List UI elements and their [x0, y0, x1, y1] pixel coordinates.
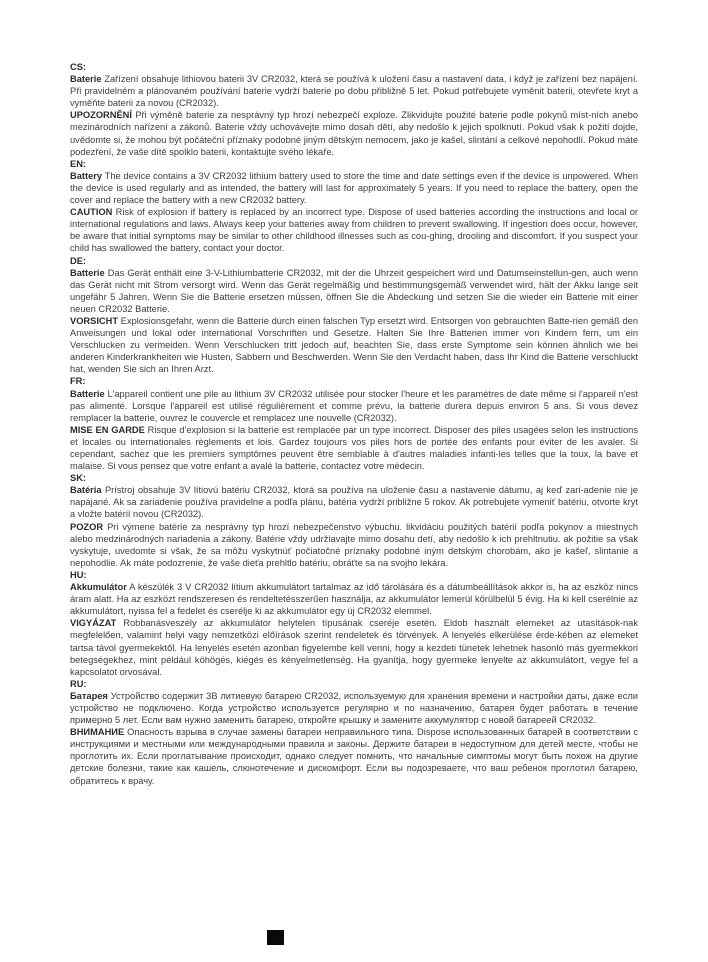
battery-paragraph-de	[70, 267, 638, 315]
paragraph-body: A készülék 3 V CR2032 lítium akkumulátort tartalmaz az idő tárolására és a dátumbeállítások akkor is, ha az eszköz nincs áram alatt. Ha az eszközt rendszeresen és rendeltetésszerűen használja, az akkumulátor lemerül körülbelül 5 évig. Ha ki kell cserélnie az akkumulátort, nyissa fel a fedelet és cserélje ki az akkumulátor egy új CR2032 elemmel.	[70, 582, 638, 617]
paragraph-body: Pri výmene batérie za nesprávny typ hrozí nebezpečenstvo výbuchu. likvidáciu použitých batérií podľa pokynov a miestnych alebo medzinárodných nariadenia a zákony. Batérie vždy udržiavajte mimo dosahu detí, aby nedošlo k ich prehltnutiu. ak požitie sa však vyskytuje, uvedomte si však, že sa môžu vyskytnúť počiatočné príznaky podobné iným detským chorobám, ako je kašeľ, slintanie a nepohodlie. Ak máte podozrenie, že vaše dieťa prehltlo batériu, obráťte sa na svojho lekára.	[70, 521, 638, 568]
paragraph-body: Robbanásveszély az akkumulátor helytelen típusának cseréje esetén. Eldob használt elemeket az utasítások-nak megfelelően, valamint helyi vagy nemzetközi előírások szerint rendeletek és törvények. A lenyelés elkerülése érde-kében az elemeket tartsa távol gyermekektől. Ha lenyelés esetén azonban figyelembe kell venni, hogy a kezdeti tünetek lehetnek hasonló más gyermekkori betegségekhez, mint például köhögés, kiégés és kényelmetlenség. Ha gyanítja, hogy gyermeke lenyelte az akkumulátort, vegye fel a kapcsolatot orvosával.	[70, 618, 638, 677]
language-label-fr: FR:	[70, 376, 86, 387]
battery-paragraph-fr	[70, 388, 638, 424]
paragraph-body: Das Gerät enthält eine 3-V-Lithiumbatterie CR2032, mit der die Uhrzeit gespeichert wird und Datumseinstellun-gen, auch wenn das Gerät nicht mit Strom versorgt wird. Wenn das Gerät regelmäßig und bestimmungsgemäß verwendet wird, hält der Akku lange seit ungefähr 5 Jahren. Wenn Sie die Batterie ersetzen müssen, öffnen Sie die Abdeckung und setzen Sie die wieder ein Batterie mit einer neuen CR2032 Batterie.	[70, 267, 638, 314]
paragraph-lead: CAUTION	[70, 207, 113, 218]
paragraph-lead: Battery	[70, 170, 103, 181]
caution-paragraph-ru	[70, 726, 638, 786]
language-label-de: DE:	[70, 255, 87, 266]
section-sk	[70, 472, 638, 569]
language-label-cs: CS:	[70, 62, 87, 72]
paragraph-body: Zařízení obsahuje lithiovou baterii 3V CR2032, která se používá k uložení času a nastavení data, i když je zařízení bez napájení. Při pravidelném a plánovaném používání baterie vydrží baterie po dobu přibližně 5 let. Pokud potřebujete vyměnit baterii, otevřete kryt a vyměňte baterii za novou (CR2032).	[70, 74, 638, 109]
paragraph-body: L'appareil contient une pile au lithium 3V CR2032 utilisée pour stocker l'heure et les paramètres de date même si l'appareil n'est pas alimenté. Lorsque l'appareil est utilisé régulièrement et comme prévu, la batterie durera depuis environ 5 ans. Si vous devez remplacer la batterie, ouvrez le couvercle et remplacez une nouvelle (CR2032).	[70, 388, 638, 423]
paragraph-body: Risk of explosion if battery is replaced by an incorrect type. Dispose of used batteries according the instructions and local or international regulations and laws. Always keep your batteries away from children to prevent swallowing. If ingestion does occur, however, be aware that initial symptoms may be similar to other childhood illnesses such as cou-ghing, drooling and discomfort. If you suspect your child has swallowed the battery, contact your doctor.	[70, 207, 638, 254]
battery-paragraph-hu	[70, 581, 638, 617]
manual-text-block	[70, 61, 638, 787]
paragraph-body: Устройство содержит 3В литиевую батарею CR2032, используемую для хранения времени и настройки даты, даже если устройство не подключено. Когда устройство используется регулярно и по назначению, батарея будет работать в течение примерно 5 лет. Если вам нужно заменить батарею, откройте крышку и замените аккумулятор с новой батареей CR2032.	[70, 690, 638, 726]
paragraph-lead: ВНИМАНИЕ	[70, 727, 125, 738]
paragraph-lead: Akkumulátor	[70, 582, 127, 593]
paragraph-body: Explosionsgefahr, wenn die Batterie durch einen falschen Typ ersetzt wird. Entsorgen von gebrauchten Batte-rien gemäß den Anweisungen und lokal oder international Vorschriften und Gesetze. Halten Sie Ihre Batterien immer von Kindern fern, um ein Verschlucken zu vermeiden. Wenn Verschlucken tritt jedoch auf, beachten Sie, dass erste Symptome sein können ähnlich wie bei anderen Kinderkrankheiten wie Husten, Sabbern und Beschwerden. Wenn Sie den Verdacht haben, dass Ihr Kind die Batterie verschluckt hat, wenden Sie sich an Ihren Arzt.	[70, 315, 638, 375]
caution-paragraph-en	[70, 206, 638, 254]
language-label-hu: HU:	[70, 569, 87, 580]
caution-paragraph-fr	[70, 424, 638, 472]
paragraph-lead: UPOZORNĚNÍ	[70, 110, 132, 121]
battery-paragraph-sk	[70, 484, 638, 520]
caution-paragraph-hu	[70, 617, 638, 677]
battery-paragraph-en	[70, 170, 638, 206]
paragraph-body: Risque d'explosion si la batterie est remplacée par un type incorrect. Disposer des piles usagées selon les instructions et locales ou internationales règlements et lois. Gardez toujours vos piles hors de portée des enfants pour éviter de les avaler. Si cependant, sachez que les premiers symptômes peuvent être semblable à d'autres maladies infanti-les telles que la toux, la bave et malaise. Si vous pensez que votre enfant a avalé la batterie, contactez votre médecin.	[70, 424, 638, 472]
section-hu	[70, 569, 638, 678]
caution-paragraph-de	[70, 315, 638, 375]
paragraph-lead: VIGYÁZAT	[70, 618, 117, 629]
language-label-ru: RU:	[70, 678, 87, 689]
section-fr	[70, 375, 638, 472]
paragraph-lead: VORSICHT	[70, 315, 119, 326]
battery-paragraph-cs	[70, 73, 638, 109]
paragraph-lead: Batterie	[70, 267, 105, 278]
paragraph-lead: Baterie	[70, 74, 102, 85]
paragraph-lead: POZOR	[70, 521, 104, 532]
section-de	[70, 255, 638, 376]
paragraph-lead: Batterie	[70, 388, 105, 399]
section-en	[70, 158, 638, 255]
section-cs	[70, 61, 638, 158]
paragraph-body: Prístroj obsahuje 3V lítiovú batériu CR2032, ktorá sa používa na uloženie času a nastavenie dátumu, aj keď zari-adenie nie je napájané. Ak sa zariadenie používa pravidelne a podľa plánu, batéria vydrží približne 5 rokov. Ak potrebujete vymeniť batériu, otvorte kryt a vložte batérií novou (CR2032).	[70, 485, 638, 520]
paragraph-lead: Батарея	[70, 690, 108, 701]
caution-paragraph-sk	[70, 521, 638, 569]
paragraph-body: The device contains a 3V CR2032 lithium battery used to store the time and date settings even if the device is unpowered. When the device is used regularly and as intended, the battery will last for approximately 5 years. If you need to replace the battery, open the cover and replace the battery with a new CR2032 battery.	[70, 170, 638, 206]
paragraph-lead: MISE EN GARDE	[70, 424, 145, 435]
section-ru	[70, 678, 638, 787]
language-label-sk: SK:	[70, 473, 87, 484]
paragraph-body: Опасность взрыва в случае замены батареи неправильного типа. Dispose использованных батарей в соответствии с инструкциями и местными или международными правила и законы. Держите батареи в недоступном для детей месте, чтобы не проглотить их. Если проглатывание происходит, однако следует помнить, что начальные симптомы могут быть похож на другие детские болезни, такие как кашель, слюнотечение и дискомфорт. Если вы подозреваете, что ваш ребенок проглотил батарею, обратитесь к врачу.	[70, 727, 638, 786]
language-label-en: EN:	[70, 158, 87, 169]
caution-paragraph-cs	[70, 109, 638, 157]
registration-mark	[267, 930, 284, 945]
paragraph-lead: Batéria	[70, 485, 102, 496]
paragraph-body: Při výměně baterie za nesprávný typ hrozí nebezpečí exploze. Zlikvidujte použité baterie podle pokynů míst-ních anebo mezinárodních nařízení a zákonů. Baterie vždy uchovávejte mimo dosah dětí, aby nedošlo k jejich spolknutí. Pokud však k požití dojde, uvědomte si, že mohou být počáteční příznaky podobné jiným dětským nemocem, jako je kašel, slintání a celkové nepohodlí. Pokud máte podezření, že vaše dítě spolklo baterii, kontaktujte svého lékaře.	[70, 110, 638, 157]
battery-paragraph-ru	[70, 690, 638, 726]
